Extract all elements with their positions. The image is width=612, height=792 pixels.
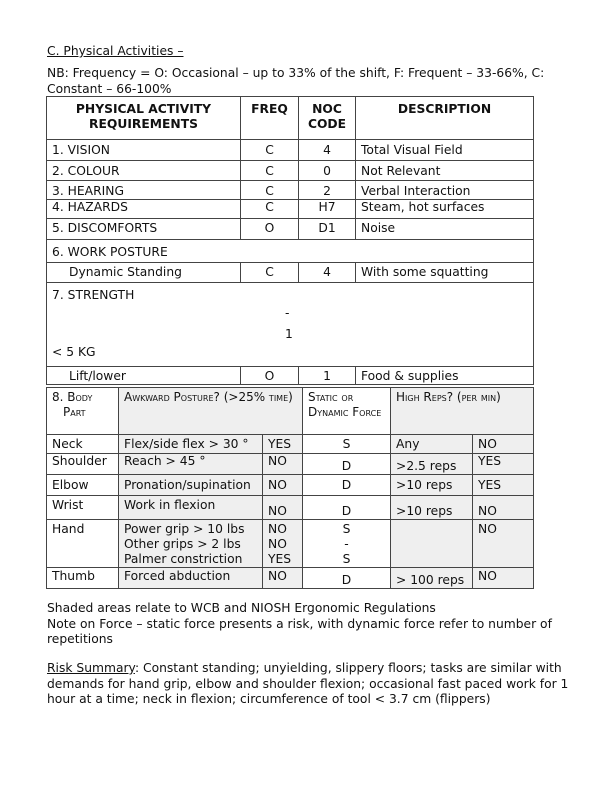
header-freq: FREQ xyxy=(241,97,299,140)
reps-cell: > 100 reps xyxy=(391,568,473,589)
freq-cell: C xyxy=(241,140,299,161)
requirement-cell: 5. DISCOMFORTS xyxy=(47,219,241,240)
strength-cell xyxy=(47,283,534,367)
noc-cell: 4 xyxy=(299,140,356,161)
requirement-cell: 1. VISION xyxy=(47,140,241,161)
body-row xyxy=(47,568,534,589)
reps-cell xyxy=(391,520,473,568)
risk-summary-text: : Constant standing; unyielding, slippery floors; tasks are similar with demands for hand grip, elbow and shoulder flexion; occasional fast paced work for 1 hour at a time; neck in flexion; circumference of tool < 3.7 cm (flippers) xyxy=(47,661,569,706)
noc-cell: 0 xyxy=(299,161,356,181)
freq-cell: O xyxy=(241,219,299,240)
freq-cell: C xyxy=(241,181,299,200)
requirement-cell: 4. HAZARDS xyxy=(47,200,241,219)
reps-yn-cell: NO xyxy=(473,568,534,589)
frequency-note-line1: NB: Frequency = O: Occasional – up to 33% of the shift, F: Frequent – 33-66%, C: xyxy=(47,66,545,80)
header-awkward-posture: Awkward Posture? (>25% time) xyxy=(119,388,303,435)
posture-yn-cell: NO NO YES xyxy=(263,520,303,568)
posture-cell: Work in flexion xyxy=(119,496,263,520)
frequency-note-line2: Constant – 66-100% xyxy=(47,81,172,96)
posture-item: Power grip > 10 lbs xyxy=(124,522,245,536)
body-header-row xyxy=(47,388,534,435)
work-posture-label: 6. WORK POSTURE xyxy=(47,240,534,263)
force-cell: D xyxy=(303,475,391,496)
strength-freq: 1 xyxy=(285,327,293,341)
risk-summary xyxy=(47,661,577,708)
body-part-cell: Elbow xyxy=(47,475,119,496)
freq-cell: O xyxy=(241,367,299,385)
body-part-cell: Thumb xyxy=(47,568,119,589)
force-cell: D xyxy=(303,568,391,589)
body-part-cell: Wrist xyxy=(47,496,119,520)
posture-yn-cell: NO xyxy=(263,454,303,475)
table-row xyxy=(47,181,534,200)
header-body-part: 8. Body Part xyxy=(47,388,119,435)
noc-cell: 4 xyxy=(299,263,356,283)
physical-activity-table xyxy=(46,96,534,385)
notes xyxy=(47,601,592,648)
header-row xyxy=(47,97,534,140)
description-cell: Noise xyxy=(356,219,534,240)
table-row xyxy=(47,263,534,283)
table-row xyxy=(47,219,534,240)
reps-yn-cell: YES xyxy=(473,475,534,496)
header-high-reps: High Reps? (per min) xyxy=(391,388,534,435)
force-cell: S - S xyxy=(303,520,391,568)
freq-cell: C xyxy=(241,200,299,219)
table-row xyxy=(47,200,534,219)
force-note-line2: repetitions xyxy=(47,632,113,646)
strength-dash: - xyxy=(285,306,290,320)
posture-cell: Flex/side flex > 30 ° xyxy=(119,435,263,454)
body-row xyxy=(47,454,534,475)
freq-cell: C xyxy=(241,263,299,283)
posture-yn-cell: NO xyxy=(263,475,303,496)
requirement-cell: 3. HEARING xyxy=(47,181,241,200)
posture-item: Other grips > 2 lbs xyxy=(124,537,241,551)
description-cell: Food & supplies xyxy=(356,367,534,385)
work-posture-row xyxy=(47,240,534,263)
reps-yn-cell: NO xyxy=(473,520,534,568)
posture-item: Palmer constriction xyxy=(124,552,243,566)
header-description: DESCRIPTION xyxy=(356,97,534,140)
body-row xyxy=(47,435,534,454)
posture-yn-cell: NO xyxy=(263,496,303,520)
body-row xyxy=(47,475,534,496)
reps-yn-cell: NO xyxy=(473,435,534,454)
body-part-table xyxy=(46,387,534,589)
freq-cell: C xyxy=(241,161,299,181)
table-row xyxy=(47,367,534,385)
requirement-cell: Lift/lower xyxy=(47,367,241,385)
body-part-cell: Shoulder xyxy=(47,454,119,475)
force-cell: D xyxy=(303,454,391,475)
body-part-cell: Hand xyxy=(47,520,119,568)
posture-yn-cell: NO xyxy=(263,568,303,589)
reps-yn-cell: YES xyxy=(473,454,534,475)
noc-cell: H7 xyxy=(299,200,356,219)
description-cell: With some squatting xyxy=(356,263,534,283)
header-force: Static or Dynamic Force xyxy=(303,388,391,435)
reps-yn-cell: NO xyxy=(473,496,534,520)
requirement-cell: Dynamic Standing xyxy=(47,263,241,283)
requirement-cell: 2. COLOUR xyxy=(47,161,241,181)
posture-cell: Reach > 45 ° xyxy=(119,454,263,475)
body-row xyxy=(47,496,534,520)
frequency-note xyxy=(47,66,587,97)
shaded-note: Shaded areas relate to WCB and NIOSH Ergonomic Regulations xyxy=(47,601,436,615)
force-cell: S xyxy=(303,435,391,454)
reps-cell: >10 reps xyxy=(391,475,473,496)
posture-yn-cell: YES xyxy=(263,435,303,454)
force-cell: D xyxy=(303,496,391,520)
force-note-line1: Note on Force – static force presents a risk, with dynamic force refer to number of xyxy=(47,616,552,631)
header-requirements: PHYSICAL ACTIVITY REQUIREMENTS xyxy=(47,97,241,140)
section-title: C. Physical Activities – xyxy=(47,44,184,58)
body-row-hand xyxy=(47,520,534,568)
header-noc: NOC CODE xyxy=(299,97,356,140)
noc-cell: 1 xyxy=(299,367,356,385)
body-part-cell: Neck xyxy=(47,435,119,454)
description-cell: Verbal Interaction xyxy=(356,181,534,200)
strength-weight: < 5 KG xyxy=(52,345,96,359)
description-cell: Total Visual Field xyxy=(356,140,534,161)
table-row xyxy=(47,140,534,161)
posture-cell: Forced abduction xyxy=(119,568,263,589)
reps-cell: >10 reps xyxy=(391,496,473,520)
description-cell: Not Relevant xyxy=(356,161,534,181)
noc-cell: 2 xyxy=(299,181,356,200)
strength-row xyxy=(47,283,534,367)
reps-cell: Any xyxy=(391,435,473,454)
table-row xyxy=(47,161,534,181)
posture-cell: Pronation/supination xyxy=(119,475,263,496)
description-cell: Steam, hot surfaces xyxy=(356,200,534,219)
risk-summary-label: Risk Summary xyxy=(47,661,135,675)
strength-label: 7. STRENGTH xyxy=(52,288,135,302)
noc-cell: D1 xyxy=(299,219,356,240)
posture-cell xyxy=(119,520,263,568)
reps-cell: >2.5 reps xyxy=(391,454,473,475)
